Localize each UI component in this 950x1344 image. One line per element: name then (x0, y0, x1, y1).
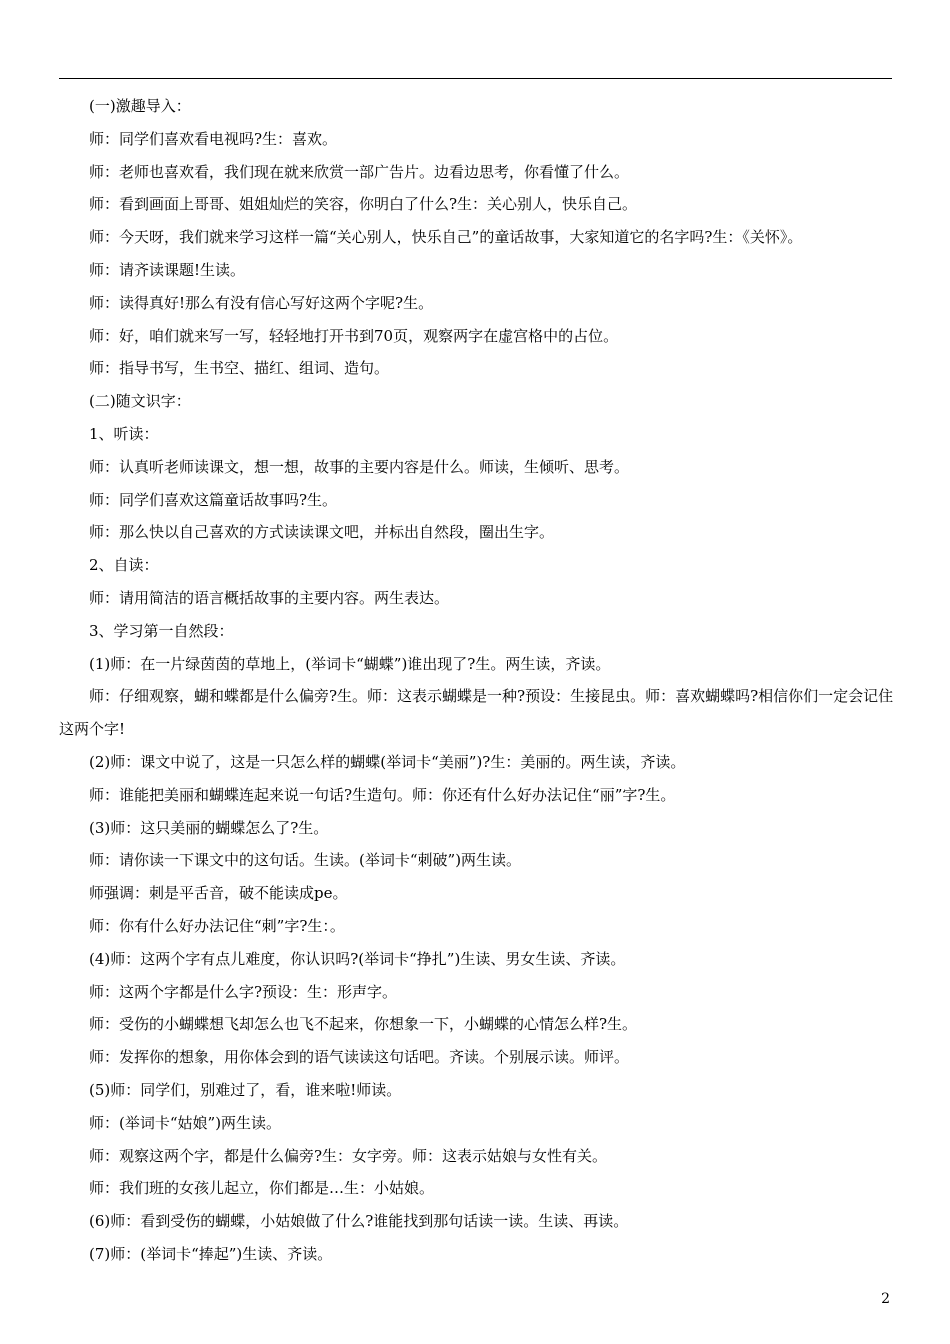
dialogue-line: 师：指导书写，生书空、描红、组词、造句。 (89, 359, 390, 378)
step-heading-self-read: 2、自读： (89, 556, 159, 575)
dialogue-line: 师强调：刺是平舌音，破不能读成pe。 (89, 884, 348, 903)
dialogue-line: 师：请用简洁的语言概括故事的主要内容。两生表达。 (89, 588, 450, 607)
dialogue-line: 师：同学们喜欢看电视吗?生：喜欢。 (89, 129, 338, 148)
dialogue-line: 师：请齐读课题!生读。 (89, 260, 246, 279)
dialogue-line: 师：这两个字都是什么字?预设：生：形声字。 (89, 982, 398, 1001)
section-heading-intro: (一)激趣导入： (89, 97, 191, 115)
dialogue-line: (3)师：这只美丽的蝴蝶怎么了?生。 (89, 818, 329, 837)
step-heading-paragraph-one: 3、学习第一自然段： (89, 621, 234, 640)
dialogue-line: 师：发挥你的想象，用你体会到的语气读读这句话吧。齐读。个别展示读。师评。 (89, 1048, 630, 1067)
dialogue-line: (1)师：在一片绿茵茵的草地上，(举词卡“蝴蝶”)谁出现了?生。两生读，齐读。 (89, 654, 611, 673)
dialogue-line: 师：认真听老师读课文，想一想，故事的主要内容是什么。师读，生倾听、思考。 (89, 457, 630, 476)
dialogue-line: (6)师：看到受伤的蝴蝶，小姑娘做了什么?谁能找到那句话读一读。生读、再读。 (89, 1212, 629, 1231)
dialogue-line: (7)师：(举词卡“捧起”)生读、齐读。 (89, 1244, 333, 1263)
dialogue-line: 师：我们班的女孩儿起立，你们都是…生：小姑娘。 (89, 1179, 435, 1198)
dialogue-line: 师：(举词卡“姑娘”)两生读。 (89, 1113, 282, 1132)
dialogue-paragraph-wrapped: 师：仔细观察，蝴和蝶都是什么偏旁?生。师：这表示蝴蝶是一种?预设：生接昆虫。师：喜欢蝴蝶吗?相信你们一定会记住这两个字! (59, 686, 894, 738)
dialogue-line: 师：看到画面上哥哥、姐姐灿烂的笑容，你明白了什么?生：关心别人，快乐自己。 (89, 195, 638, 214)
dialogue-line: (2)师：课文中说了，这是一只怎么样的蝴蝶(举词卡“美丽”)?生：美丽的。两生读，齐读。 (89, 752, 686, 771)
document-body (59, 96, 897, 1277)
header-rule (59, 78, 892, 79)
dialogue-line: 师：老师也喜欢看，我们现在就来欣赏一部广告片。边看边思考，你看懂了什么。 (89, 162, 630, 181)
dialogue-line: 师：你有什么好办法记住“刺”字?生：。 (89, 916, 345, 935)
section-heading-literacy: (二)随文识字： (89, 392, 191, 411)
dialogue-line: 师：观察这两个字，都是什么偏旁?生：女字旁。师：这表示姑娘与女性有关。 (89, 1146, 608, 1165)
dialogue-line: 师：同学们喜欢这篇童话故事吗?生。 (89, 490, 338, 509)
dialogue-line: 师：受伤的小蝴蝶想飞却怎么也飞不起来，你想象一下，小蝴蝶的心情怎么样?生。 (89, 1015, 638, 1034)
dialogue-line: 师：好，咱们就来写一写，轻轻地打开书到70页，观察两字在虚宫格中的占位。 (89, 326, 619, 345)
dialogue-line: 师：请你读一下课文中的这句话。生读。(举词卡“刺破”)两生读。 (89, 851, 522, 870)
step-heading-listen: 1、听读： (89, 424, 159, 443)
dialogue-line: (4)师：这两个字有点儿难度，你认识吗?(举词卡“挣扎”)生读、男女生读、齐读。 (89, 949, 626, 968)
dialogue-line: 师：读得真好!那么有没有信心写好这两个字呢?生。 (89, 293, 434, 312)
dialogue-line: 师：那么快以自己喜欢的方式读读课文吧，并标出自然段，圈出生字。 (89, 523, 555, 542)
dialogue-line: (5)师：同学们，别难过了，看，谁来啦!师读。 (89, 1080, 402, 1099)
page-number: 2 (881, 1291, 890, 1307)
dialogue-line: 师：谁能把美丽和蝴蝶连起来说一句话?生造句。师：你还有什么好办法记住“丽”字?生。 (89, 785, 676, 804)
dialogue-line: 师：今天呀，我们就来学习这样一篇“关心别人，快乐自己”的童话故事，大家知道它的名字吗?生：《关怀》。 (89, 228, 803, 247)
